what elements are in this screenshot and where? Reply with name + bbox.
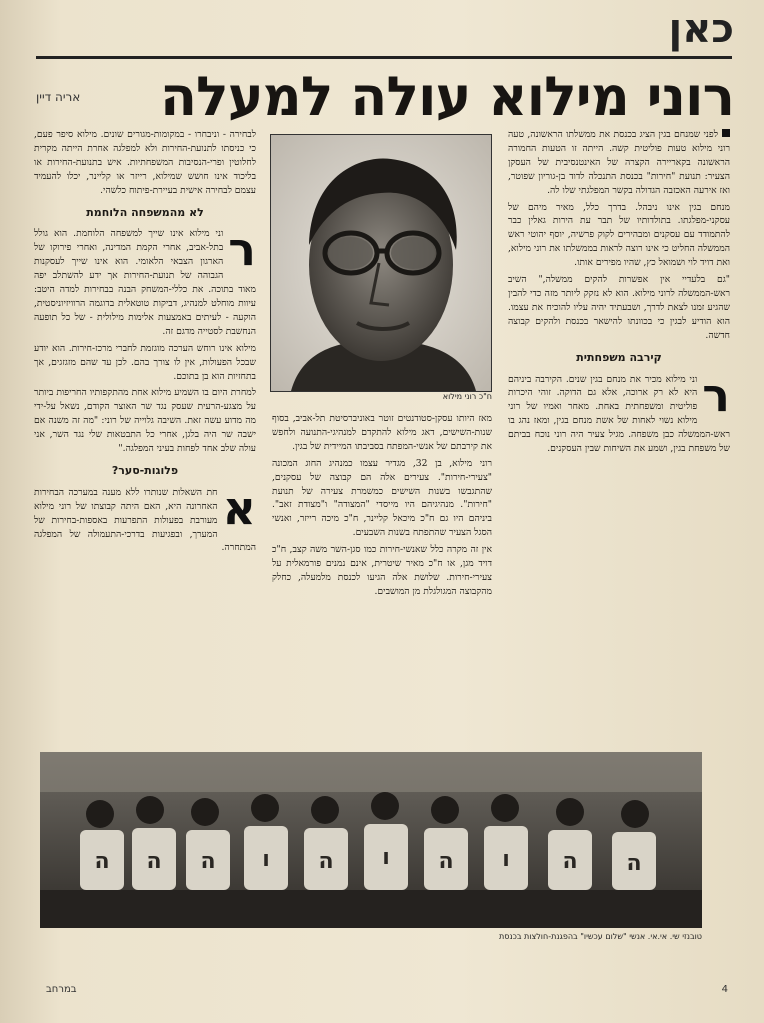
- svg-text:ה: ה: [562, 849, 578, 874]
- paragraph: למחרת היום בו השמיע מילוא אחת מהתקפותיו החריפות ביותר על מצגע-הרעית שעסק נגד שר האוצר הקודם, נשאל על-ידי מה מדוע עשה זאת. השיבה גלוייה של רוני: "מה זה משנה אם ישבה שר היה בלגן, אחרי כל התבטאות שלי נגד השר, אני עולה שלב אחד לפחות בעיני המפלגה.": [34, 387, 256, 455]
- paragraph: "גם בלעדיי אין אפשרות להקים ממשלה," השיב ראש-הממשלה לרוני מילוא. הוא לא נזקק ליותר מזה כדי להבין שהגיע זמנו לצאת לדרך, ושבעתיד יהיה עליו להוכיח את עצמו. הוא הודיע לבגין כי בכוונתו להישאר בכנסת ולהקים קבוצה חדשה.: [508, 274, 730, 341]
- svg-text:ו: ו: [382, 845, 390, 870]
- svg-text:ה: ה: [146, 849, 162, 874]
- portrait-caption: ח"כ רוני מילוא: [442, 392, 492, 401]
- byline: אריה דיין: [36, 90, 81, 104]
- svg-text:ה: ה: [200, 849, 216, 874]
- subheading: לא מהמשפחה הלוחמת: [86, 205, 204, 219]
- top-rule: [36, 56, 732, 59]
- paragraph: מילוא אינו רוחש הערכה מוגזמת לחברי מרכז-חירות. הוא יודע שבכל הפעולות, אין לו צורך בהם. לכן עד שהם מזגזגים, אך בתחזיות הוא בן בתוכם.: [34, 342, 256, 382]
- bullet-icon: [722, 129, 730, 137]
- group-photo: [40, 752, 702, 928]
- drop-cap: ר: [702, 367, 730, 422]
- article-column-right: [508, 128, 730, 748]
- svg-text:ה: ה: [318, 849, 334, 874]
- paragraph: לפני שמנחם בגין הציג בכנסת את ממשלתו הראשונה, טעה רוני מילוא טעות פוליטית קשה. הייתה זו הטעות החמורה הראשונה בקאריירה הקצרה של האינטנסיבית של העסקן הצעיר: תנועת "חירות" בכנסת התנכלה לדוד בן-גוריון שפוטר, ואז אירעה האכזבה הגדולה בקשר המפלגתי שלו לה.: [508, 129, 730, 196]
- article-column-middle: [272, 412, 492, 748]
- svg-text:ה: ה: [626, 851, 642, 876]
- paragraph: ר וני מילוא מכיר את מנחם בגין שנים. הקירבה ביניהם היא לא רק ארוכה, אלא גם הדוקה. זוהי היכרות פוליטית ומשפחתית באחת. מאחר ואמיו של רוני מילוא נשוי לאחות של אשת מנחם בגין, ומאז נהג בו ראש-הממשלה כבן משפחה. מגיל צעיר היה רוני נוכח בביתם של משפחת בגין, ושמע את השיחות שבין העסקנים.: [508, 367, 730, 455]
- subheading: קירבה משפחתית: [576, 350, 662, 364]
- section-tag: כאן: [668, 6, 734, 52]
- subheading: פלוגות-סער?: [111, 463, 179, 477]
- paragraph: א חת השאלות שנותרו ללא מענה במערכה הבחירות האחרונה היא, האם היתה קבוצתו של רוני מילוא מעורבת בפעולות התפרעות באספות-בחירות של המערך, ובפגיעות בדרכי-התעמולה של המפלגה המתחרה.: [34, 480, 256, 554]
- headline: רוני מילוא עולה למעלה: [159, 65, 734, 128]
- svg-text:ה: ה: [94, 849, 110, 874]
- portrait-illustration: [271, 135, 491, 391]
- drop-cap: ר: [228, 222, 256, 277]
- paragraph: רוני מילוא, בן 32, מגדיר עצמו כמנהיג החוג המכונה "צעירי-חירות". צעירים אלה הם קבוצה של עסקנים, שהתגבשו בשנות השישים כמשמרת צעירה של תנועת "חירות". מנהיגיהם היו מייסדי "המצודה" ו"מצודת זאב". ביניהם היו גם ח"כ מיכאל קליינר, ח"כ מיכה רייזר, ואנשי הסגל הצעיר שהתפתח בשנות השבעים.: [272, 457, 492, 539]
- paragraph: מנחם בגין אינו ניבהל. בדרך כלל, מאיר מיהם של עסקני-מפלגתו. בתולדותיו של תבר עת הירות גאלין כבר להתמודד עם עסקנים ומבהירים לקוק פרשיה, יוסף יהוטי ראש הממשלה החליט כי אינו רוצה לראות בממשלתו את רוני מילוא, ואת דויד לוי ושמואל כץ, שהיו מפירים אותו.: [508, 201, 730, 269]
- svg-text:ו: ו: [502, 847, 510, 872]
- group-photo-illustration: [40, 752, 702, 928]
- drop-cap: א: [222, 480, 256, 535]
- article-column-left: [34, 128, 256, 748]
- paragraph: מאז היותו עסקן-סטודנטים זוטר באוניברסיטת תל-אביב, בסוף שנות-השישים, דאג מילוא להתקדם למנהיגי-התנועה ולחפש את קירבתם של אנשי-המפתח בסביבתו המיידית של בגין.: [272, 413, 492, 452]
- paragraph: לבחירה - וניבחרו - במקומות-מגורים שונים. מילוא סיפר פעם, כי כניסתו לתנועת-החירות ולא למפלגה אחרת הייתה מקרית לחלוטין ופרי-הנסיבות המשפחתיות. איש בתנועת-החירות או בליכוד אינו חושש שמילוא, רייזר או קליינר, יכלו להעמיד עצמם לבחירה אישית בעיירת-פיתוח כלשהי.: [34, 129, 256, 196]
- footer-publication: במרחב: [46, 984, 77, 995]
- svg-text:ו: ו: [262, 847, 270, 872]
- group-photo-caption: טובנזי שי. אי.אי. אנשי "שלום עכשיו" בהפגנת-חולצות בכנסת: [499, 932, 702, 941]
- page-number: 4: [721, 984, 728, 995]
- svg-text:ה: ה: [438, 849, 454, 874]
- portrait-photo: [270, 134, 492, 392]
- paragraph: ר וני מילוא אינו שייך למשפחה הלוחמת. הוא גולל בתל-אביב, אחרי הקמת המדינה, ואחרי פירוקו של הארגון הצבאי הלאומי. הוא אינו שייך לעסקנות הגבוהה של תנועת-החירות אך ידע להשתלב יפה מאוד בתוכה. את כללי-המשחק הבנה בבחירות למדה היטב: עיוות מוחלט למנהיג, דביקות טוטאלית בדוגמה הרוויזיוניסטית, הוקעה - לעיתים באמצעות אלימות מילולית - של כל תופעה הנחשבת לסטייה מדגם זה.: [34, 222, 256, 337]
- paragraph: אין זה מקרה כלל שאנשי-חירות כמו סגן-השר משה קצב, ח"כ דויד מגן, או ח"כ מאיר שיטרית, אינם נמנים פורמאלית על צעירי-חירות. שלושת אלה הגיעו לכנסת מלמעלה, כחלק מהקבוצה המגולגלת מן המושבים.: [272, 544, 492, 597]
